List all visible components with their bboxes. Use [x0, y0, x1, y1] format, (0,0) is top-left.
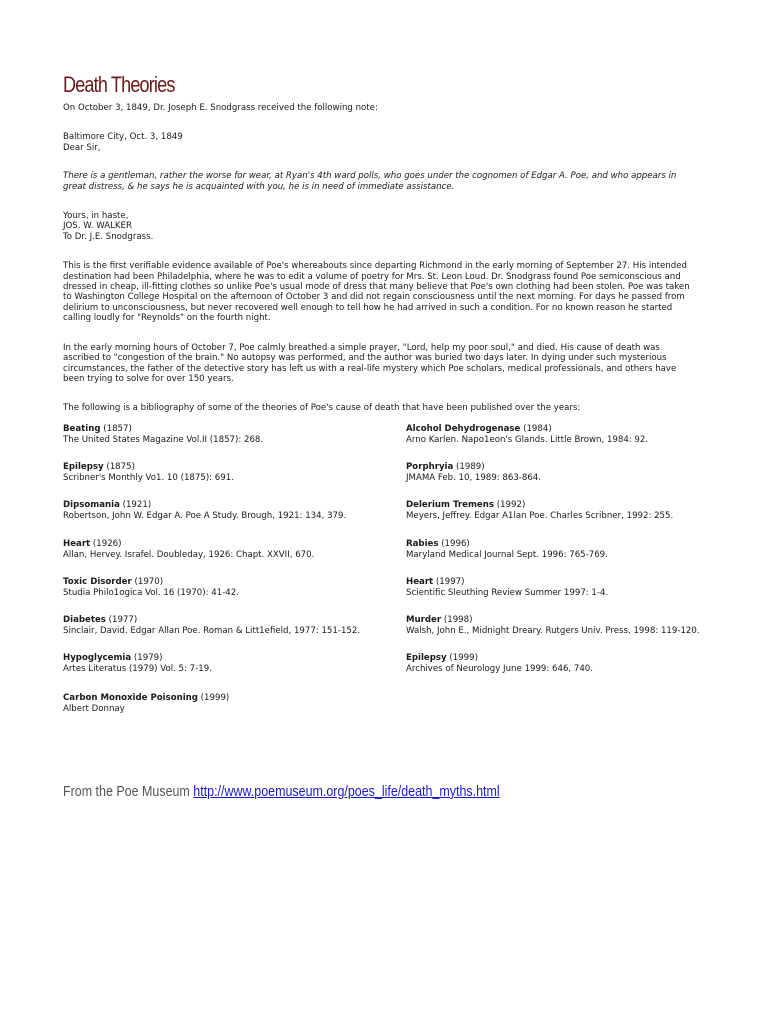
theory-year: (1979): [131, 653, 163, 663]
bibliography-entry: [406, 424, 726, 445]
theory-name: Murder: [406, 615, 442, 625]
theory-name: Heart: [406, 577, 434, 587]
bibliography-intro: The following is a bibliography of some of the theories of Poe's cause of death that have been published over the years:: [63, 403, 581, 414]
letter-signature: JOS. W. WALKER: [63, 221, 132, 232]
bibliography-entry: [63, 577, 383, 598]
theory-name: Epilepsy: [63, 462, 104, 472]
theory-name: Heart: [63, 539, 91, 549]
bibliography-entry: [406, 500, 726, 521]
bibliography-entry: [63, 653, 383, 674]
theory-name: Delerium Tremens: [406, 500, 494, 510]
theory-source: Artes Literatus (1979) Vol. 5: 7-19.: [63, 663, 212, 674]
theory-source: Allan, Hervey. Israfel. Doubleday, 1926: Chapt. XXVII, 670.: [63, 549, 315, 560]
theory-source: Scientific Sleuthing Review Summer 1997: 1-4.: [406, 587, 609, 598]
bibliography-entry: [63, 500, 383, 521]
theory-source: Robertson, John W. Edgar A. Poe A Study. Brough, 1921: 134, 379.: [63, 510, 347, 521]
theory-source: Arno Karlen. Napo1eon's Glands. Little Brown, 1984: 92.: [406, 434, 649, 445]
theory-source: Walsh, John E., Midnight Dreary. Rutgers Univ. Press, 1998: 119-120.: [406, 625, 700, 636]
theory-source: Studia Philo1ogica Vol. 16 (1970): 41-42.: [63, 587, 239, 598]
theory-name: Dipsomania: [63, 500, 120, 510]
footer-prefix: From the Poe Museum: [63, 784, 194, 800]
theory-year: (1857): [100, 424, 132, 434]
letter-salutation: Dear Sir,: [63, 142, 101, 153]
letter-closing: [63, 211, 693, 242]
theory-year: (1996): [438, 539, 470, 549]
bibliography-entry: [63, 693, 383, 714]
theory-year: (1926): [90, 539, 122, 549]
theory-source: Sinclair, David. Edgar Allan Poe. Roman & Litt1efield, 1977: 151-152.: [63, 625, 361, 636]
theory-source: Maryland Medical Journal Sept. 1996: 765-769.: [406, 549, 608, 560]
bibliography-entry: [63, 462, 383, 483]
theory-source: Meyers, Jeffrey. Edgar A1lan Poe. Charles Scribner, 1992: 255.: [406, 510, 674, 521]
theory-name: Toxic Disorder: [63, 577, 132, 587]
letter-place-date: Baltimore City, Oct. 3, 1849: [63, 132, 183, 143]
paragraph-evidence: This is the first verifiable evidence available of Poe's whereabouts since departing Richmond in the early morning of September 27. His intended destination had been Philadelphia, where he was to edit a volume of poetry for Mrs. St. Leon Loud. Dr. Snodgrass found Poe semiconscious and dressed in cheap, ill-fitting clothes so unlike Poe's usual mode of dress that many believe that Poe's own clothing had been stolen. Poe was taken to Washington College Hospital on the afternoon of October 3 and did not regain consciousness until the next morning. For days he passed from delirium to unconsciousness, but never recovered well enough to tell how he had arrived in such a condition. For no known reason he started calling loudly for "Reynolds" on the fourth night.: [63, 261, 690, 324]
theory-year: (1999): [446, 653, 478, 663]
letter-body: There is a gentleman, rather the worse for wear, at Ryan's 4th ward polls, who goes under the cognomen of Edgar A. Poe, and who appears in great distress, & he says he is acquainted with you, he is in need of immediate assistance.: [63, 171, 677, 192]
page-title: Death Theories: [63, 72, 175, 97]
theory-source: JMAMA Feb. 10, 1989: 863-864.: [406, 472, 542, 483]
theory-name: Hypoglycemia: [63, 653, 132, 663]
bibliography-entry: [406, 653, 726, 674]
theory-year: (1997): [433, 577, 465, 587]
theory-name: Diabetes: [63, 615, 106, 625]
theory-year: (1999): [197, 693, 230, 703]
theory-year: (1921): [119, 500, 152, 510]
letter-closing-line: Yours, in haste,: [63, 211, 129, 222]
theory-name: Carbon Monoxide Poisoning: [63, 693, 198, 703]
theory-name: Alcohol Dehydrogenase: [406, 424, 521, 434]
bibliography-entry: [63, 615, 383, 636]
theory-year: (1970): [131, 577, 164, 587]
intro-text: On October 3, 1849, Dr. Joseph E. Snodgrass received the following note:: [63, 103, 378, 113]
theory-year: (1998): [441, 615, 473, 625]
theory-source: Albert Donnay: [63, 703, 125, 714]
paragraph-death: In the early morning hours of October 7, Poe calmly breathed a simple prayer, "Lord, help my poor soul," and died. His cause of death was ascribed to "congestion of the brain." No autopsy was performed, and the author was buried two days later. In dying under such mysterious circumstances, the father of the detective story has left us with a real-life mystery which Poe scholars, medical professionals, and others have been trying to solve for over 150 years.: [63, 342, 677, 384]
theory-name: Rabies: [406, 539, 439, 549]
bibliography-entry: [406, 539, 726, 560]
theory-year: (1977): [105, 615, 138, 625]
theory-name: Epilepsy: [406, 653, 447, 663]
source-footer: [63, 784, 500, 800]
document-body: [63, 70, 700, 714]
bibliography-entry: [63, 424, 383, 445]
theory-source: The United States Magazine Vol.II (1857): 268.: [63, 434, 264, 445]
theory-source: Scribner's Monthly Vo1. 10 (1875): 691.: [63, 472, 234, 483]
bibliography-entry: [406, 577, 726, 598]
bibliography-entry: [63, 539, 383, 560]
letter-addressee: To Dr. J.E. Snodgrass.: [63, 231, 154, 242]
bibliography-entry: [406, 615, 726, 636]
letter-header: [63, 132, 693, 153]
theory-year: (1875): [103, 462, 135, 472]
theory-name: Beating: [63, 424, 101, 434]
theory-year: (1989): [453, 462, 485, 472]
theory-year: (1984): [520, 424, 552, 434]
bibliography-entry: [406, 462, 726, 483]
theory-year: (1992): [494, 500, 526, 510]
source-link[interactable]: http://www.poemuseum.org/poes_life/death_myths.html: [193, 784, 500, 800]
theory-source: Archives of Neurology June 1999: 646, 740.: [406, 663, 594, 674]
theory-name: Porphryia: [406, 462, 454, 472]
